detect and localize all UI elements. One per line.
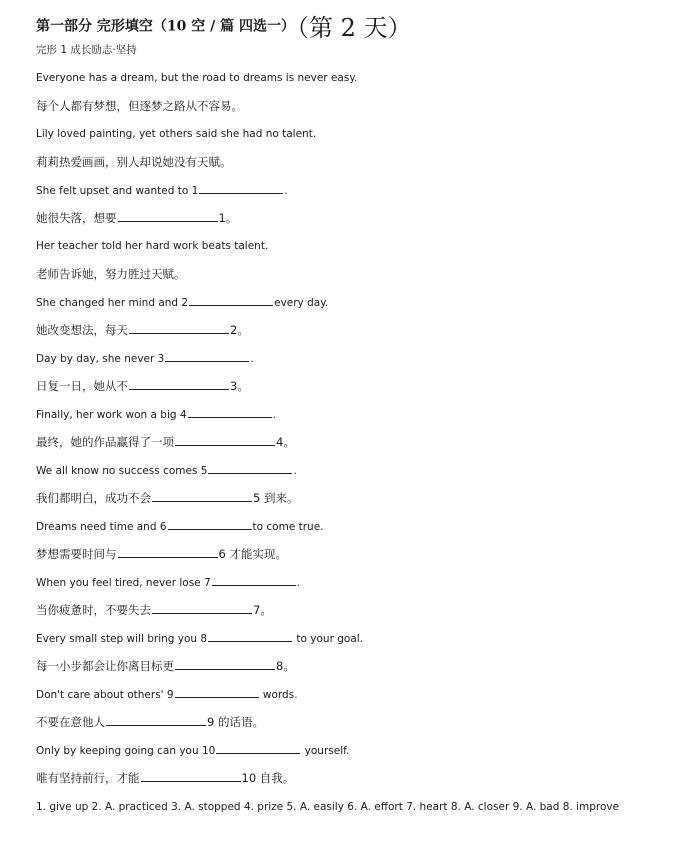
line-text: When you feel tired, never lose 7 (36, 577, 211, 589)
line-text: 日复一日，她从不 (36, 379, 128, 393)
english-line (36, 518, 676, 546)
fill-in-blank[interactable] (216, 742, 300, 754)
fill-in-blank[interactable] (141, 770, 241, 782)
chinese-line (36, 490, 676, 518)
line-text: 不要在意他人 (36, 715, 105, 729)
line-text: Day by day, she never 3 (36, 353, 165, 365)
fill-in-blank[interactable] (168, 518, 252, 530)
line-text-after-blank: 8。 (276, 659, 295, 673)
line-text-after-blank: 5 到来。 (253, 491, 299, 505)
line-text: 每一小步都会让你离目标更 (36, 659, 174, 673)
chinese-line (36, 266, 676, 294)
fill-in-blank[interactable] (129, 322, 229, 334)
line-text: Lily loved painting, yet others said she had no talent. (36, 128, 317, 140)
passage-lines (36, 70, 676, 798)
line-text: She felt upset and wanted to 1 (36, 185, 199, 197)
line-text-after-blank: every day. (274, 297, 329, 309)
line-text: 我们都明白，成功不会 (36, 491, 151, 505)
fill-in-blank[interactable] (165, 350, 249, 362)
english-line (36, 462, 676, 490)
line-text: Dreams need time and 6 (36, 521, 167, 533)
line-text-after-blank: . (284, 185, 288, 197)
line-text: Don't care about others' 9 (36, 689, 174, 701)
fill-in-blank[interactable] (212, 574, 296, 586)
line-text-after-blank: 6 才能实现。 (218, 547, 287, 561)
line-text: 当你疲惫时，不要失去 (36, 603, 151, 617)
chinese-line (36, 98, 676, 126)
fill-in-blank[interactable] (106, 714, 206, 726)
chinese-line (36, 210, 676, 238)
line-text-after-blank: . (250, 353, 254, 365)
chinese-line (36, 770, 676, 798)
line-text-after-blank: 4。 (276, 435, 295, 449)
english-line (36, 742, 676, 770)
chinese-line (36, 154, 676, 182)
line-text: Her teacher told her hard work beats talent. (36, 240, 269, 252)
page-header (36, 8, 412, 43)
line-text: Every small step will bring you 8 (36, 633, 208, 645)
chinese-line (36, 658, 676, 686)
english-line (36, 630, 676, 658)
line-text: 她很失落，想要 (36, 211, 117, 225)
page-title: 第一部分 完形填空（10 空 / 篇 四选一） (36, 18, 295, 35)
chinese-line (36, 546, 676, 574)
line-text-after-blank: to come true. (252, 521, 324, 533)
line-text-after-blank: . (293, 465, 297, 477)
line-text: 莉莉热爱画画，别人却说她没有天赋。 (36, 155, 232, 169)
chinese-line (36, 322, 676, 350)
line-text: She changed her mind and 2 (36, 297, 189, 309)
line-text: Everyone has a dream, but the road to dreams is never easy. (36, 72, 358, 84)
line-text-after-blank: to your goal. (293, 633, 364, 645)
fill-in-blank[interactable] (118, 546, 218, 558)
line-text-after-blank: 7。 (253, 603, 272, 617)
line-text-after-blank: . (272, 409, 276, 421)
line-text: Only by keeping going can you 10 (36, 745, 216, 757)
chinese-line (36, 434, 676, 462)
line-text-after-blank: 9 的话语。 (207, 715, 264, 729)
fill-in-blank[interactable] (175, 658, 275, 670)
line-text-after-blank: yourself. (301, 745, 350, 757)
english-line (36, 182, 676, 210)
fill-in-blank[interactable] (208, 630, 292, 642)
fill-in-blank[interactable] (152, 602, 252, 614)
line-text: We all know no success comes 5 (36, 465, 208, 477)
english-line (36, 350, 676, 378)
line-text-after-blank: words. (259, 689, 298, 701)
english-line (36, 238, 676, 266)
fill-in-blank[interactable] (175, 434, 275, 446)
fill-in-blank[interactable] (188, 406, 272, 418)
line-text-after-blank: 3。 (230, 379, 249, 393)
line-text: 老师告诉她，努力胜过天赋。 (36, 267, 186, 281)
fill-in-blank[interactable] (199, 182, 283, 194)
fill-in-blank[interactable] (175, 686, 259, 698)
english-line (36, 126, 676, 154)
chinese-line (36, 602, 676, 630)
fill-in-blank[interactable] (208, 462, 292, 474)
line-text: 唯有坚持前行，才能 (36, 771, 140, 785)
english-line (36, 70, 676, 98)
answer-key: 1. give up 2. A. practiced 3. A. stopped 4. prize 5. A. easily 6. A. effort 7. heart 8. A. closer 9. A. bad 8. improve (36, 801, 620, 813)
english-line (36, 294, 676, 322)
chinese-line (36, 378, 676, 406)
chinese-line (36, 714, 676, 742)
line-text: 最终，她的作品赢得了一项 (36, 435, 174, 449)
fill-in-blank[interactable] (129, 378, 229, 390)
line-text-after-blank: 2。 (230, 323, 249, 337)
line-text-after-blank: 1。 (218, 211, 238, 225)
fill-in-blank[interactable] (118, 210, 218, 222)
line-text-after-blank: . (296, 577, 300, 589)
english-line (36, 406, 676, 434)
fill-in-blank[interactable] (152, 490, 252, 502)
fill-in-blank[interactable] (189, 294, 273, 306)
day-label: （第 2 天） (296, 14, 412, 42)
line-text: 梦想需要时间与 (36, 547, 117, 561)
english-line (36, 686, 676, 714)
line-text: Finally, her work won a big 4 (36, 409, 187, 421)
line-text: 每个人都有梦想，但逐梦之路从不容易。 (36, 99, 243, 113)
line-text: 她改变想法，每天 (36, 323, 128, 337)
passage-subtitle: 完形 1 成长励志·坚持 (36, 44, 137, 56)
line-text-after-blank: 10 自我。 (241, 771, 295, 785)
english-line (36, 574, 676, 602)
